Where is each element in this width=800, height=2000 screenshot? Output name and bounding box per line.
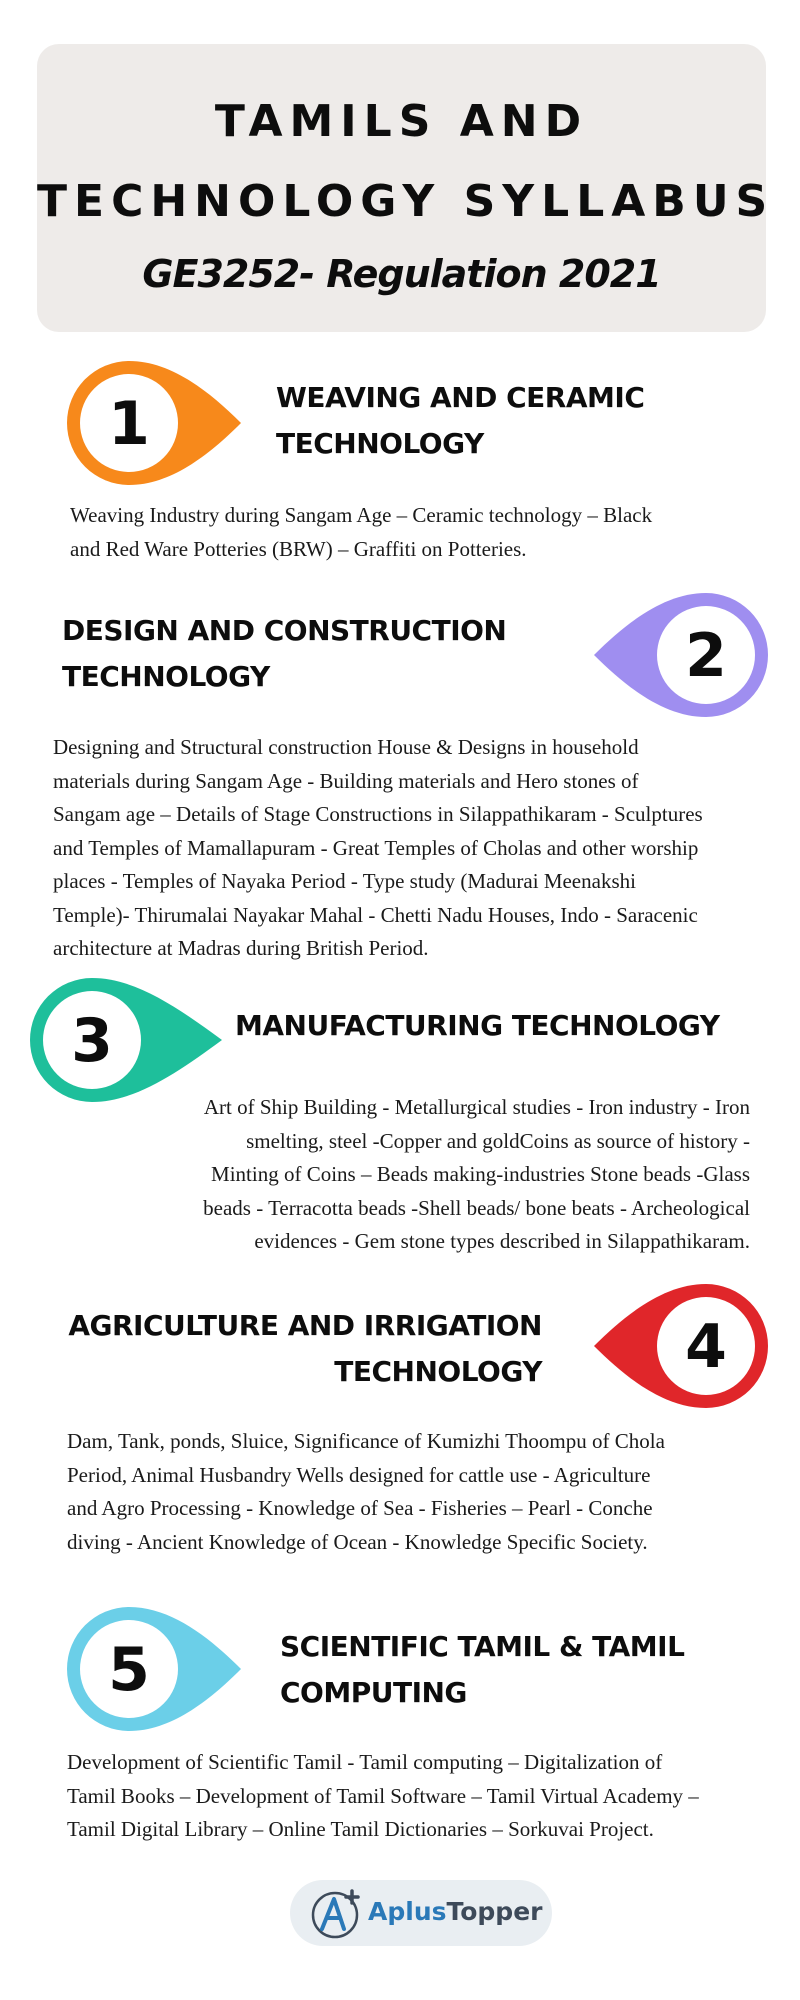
section-3-line: evidences - Gem stone types described in Silappathikaram. — [254, 1229, 750, 1253]
section-2-line: Temple)- Thirumalai Nayakar Mahal - Chetti Nadu Houses, Indo - Saracenic — [53, 902, 698, 927]
page-title — [37, 82, 775, 242]
section-4-number: 4 — [685, 1312, 727, 1382]
section-1-title-line-2: TECHNOLOGY — [276, 427, 484, 460]
section-3-line: smelting, steel -Copper and goldCoins as source of history - — [246, 1128, 750, 1153]
section-2-line: materials during Sangam Age - Building materials and Hero stones of — [53, 768, 639, 793]
section-4-title-line-2: TECHNOLOGY — [334, 1355, 542, 1388]
logo-text-aplus: Aplus — [368, 1897, 447, 1926]
section-3-body — [90, 1091, 750, 1259]
section-3-line: Minting of Coins – Beads making-industries Stone beads -Glass — [211, 1162, 750, 1186]
section-3-line: Art of Ship Building - Metallurgical studies - Iron industry - Iron — [203, 1095, 750, 1119]
section-4-title-line-1: AGRICULTURE AND IRRIGATION — [68, 1309, 542, 1342]
section-5-line: Tamil Digital Library – Online Tamil Dictionaries – Sorkuvai Project. — [67, 1817, 654, 1841]
section-3-line: beads - Terracotta beads -Shell beads/ bone beats - Archeological — [203, 1195, 750, 1220]
page-title-line-1: TAMILS AND — [214, 96, 589, 147]
section-3-title — [235, 1003, 720, 1049]
section-2-body — [53, 731, 783, 966]
section-3-number: 3 — [71, 1006, 113, 1076]
section-2-title — [62, 608, 506, 700]
section-2-title-line-1: DESIGN AND CONSTRUCTION — [62, 614, 507, 647]
section-2-number: 2 — [685, 621, 727, 691]
section-2-line: places - Temples of Nayaka Period - Type study (Madurai Meenakshi — [53, 869, 636, 893]
section-1-marker — [50, 358, 255, 488]
section-1-body — [70, 499, 750, 566]
section-5-body — [67, 1746, 777, 1847]
section-4-marker — [580, 1281, 785, 1411]
section-5-number: 5 — [108, 1635, 150, 1705]
section-5-marker — [50, 1604, 255, 1734]
section-4-line: Period, Animal Husbandry Wells designed for cattle use - Agriculture — [67, 1462, 651, 1487]
aplustopper-logo[interactable] — [290, 1880, 552, 1946]
section-5-title-line-2: COMPUTING — [280, 1676, 467, 1709]
section-3-title-line-1: MANUFACTURING TECHNOLOGY — [235, 1009, 720, 1042]
section-1-title-line-1: WEAVING AND CERAMIC — [276, 381, 645, 414]
page-subtitle: GE3252- Regulation 2021 — [142, 252, 661, 296]
logo-text-topper: Topper — [446, 1897, 543, 1926]
section-2-line: Sangam age – Details of Stage Constructions in Silappathikaram - Sculptures — [53, 802, 703, 826]
section-2-line: architecture at Madras during British Period. — [53, 936, 429, 960]
section-2-line: and Temples of Mamallapuram - Great Temples of Cholas and other worship — [53, 835, 699, 860]
section-4-line: Dam, Tank, ponds, Sluice, Significance of Kumizhi Thoompu of Chola — [67, 1429, 665, 1453]
section-1-line: Weaving Industry during Sangam Age – Ceramic technology – Black — [70, 503, 653, 527]
section-5-line: Development of Scientific Tamil - Tamil computing – Digitalization of — [67, 1750, 663, 1774]
section-5-title — [280, 1624, 684, 1716]
a-plus-logo-icon — [308, 1887, 362, 1939]
page-title-line-2: TECHNOLOGY SYLLABUS — [37, 176, 775, 227]
section-4-title — [60, 1303, 542, 1395]
section-5-title-line-1: SCIENTIFIC TAMIL & TAMIL — [280, 1630, 685, 1663]
section-2-marker — [580, 590, 785, 720]
logo-text — [368, 1897, 542, 1926]
section-5-line: Tamil Books – Development of Tamil Software – Tamil Virtual Academy – — [67, 1783, 699, 1808]
section-2-line: Designing and Structural construction House & Designs in household — [53, 735, 639, 759]
section-4-body — [67, 1425, 767, 1559]
section-1-line: and Red Ware Potteries (BRW) – Graffiti on Potteries. — [70, 536, 527, 561]
section-2-title-line-2: TECHNOLOGY — [62, 660, 270, 693]
section-1-number: 1 — [108, 389, 150, 459]
section-4-line: diving - Ancient Knowledge of Ocean - Knowledge Specific Society. — [67, 1529, 648, 1554]
section-1-title — [276, 375, 644, 467]
section-3-marker — [27, 975, 232, 1105]
section-4-line: and Agro Processing - Knowledge of Sea - Fisheries – Pearl - Conche — [67, 1496, 653, 1520]
